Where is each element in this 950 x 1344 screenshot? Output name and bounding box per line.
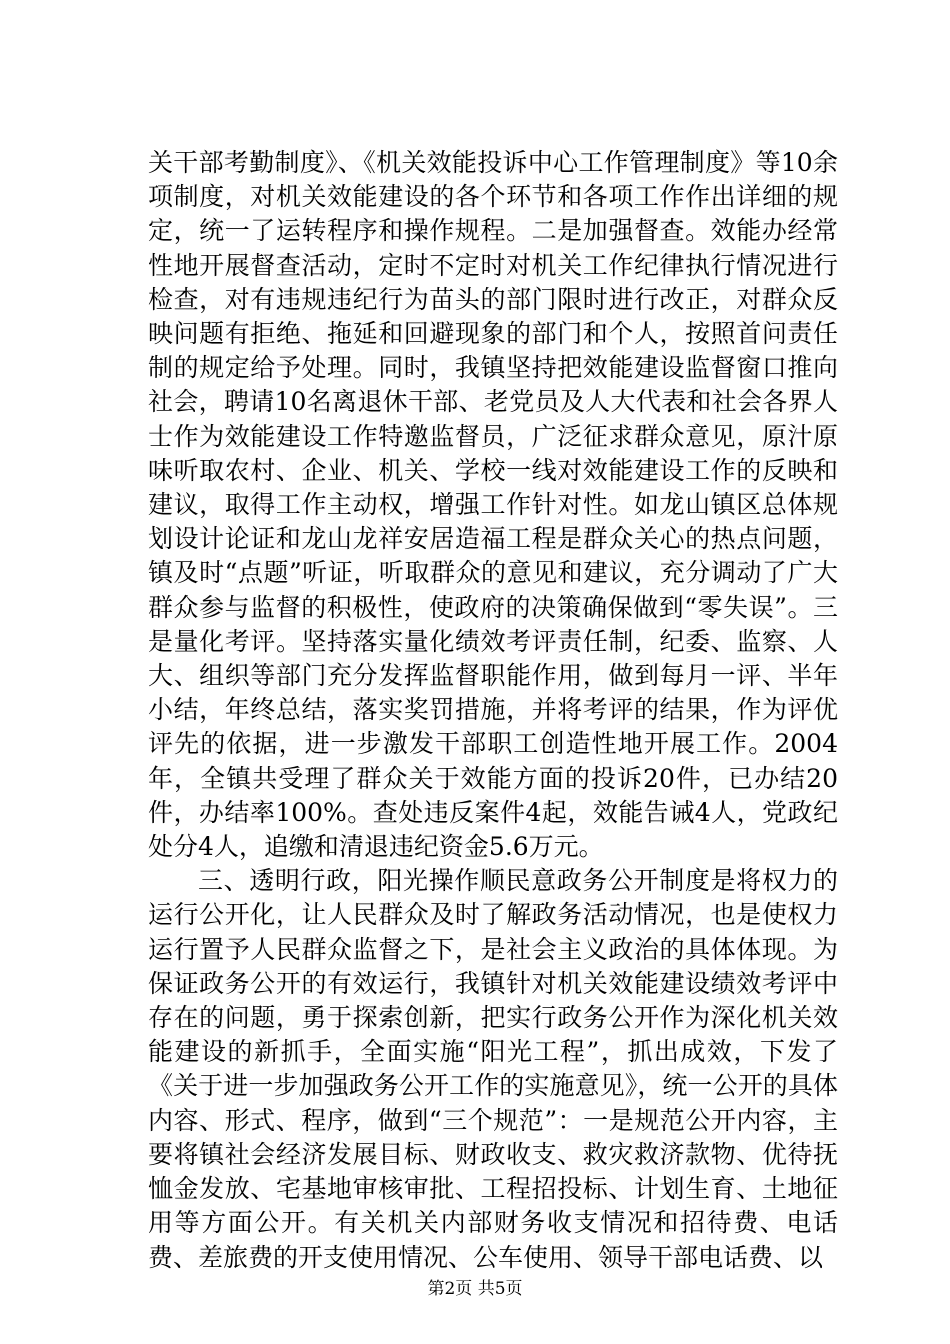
paragraph-2: 三、透明行政，阳光操作顺民意政务公开制度是将权力的运行公开化，让人民群众及时了解政务活动情况，也是使权力运行置予人民群众监督之下，是社会主义政治的具体体现。为保证政务公开的有效运行，我镇针对机关效能建设绩效考评中存在的问题，勇于探索创新，把实行政务公开作为深化机关效能建设的新抓手，全面实施“阳光工程”，抓出成效，下发了《关于进一步加强政务公开工作的实施意见》，统一公开的具体内容、形式、程序，做到“三个规范”：一是规范公开内容，主要将镇社会经济发展目标、财政收支、救灾救济款物、优待抚恤金发放、宅基地审核审批、工程招投标、计划生育、土地征用等方面公开。有关机关内部财务收支情况和招待费、电话费、差旅费的开支使用情况、公车使用、领导干部电话费、以 bbox=[148, 866, 838, 1272]
document-body bbox=[148, 146, 838, 1275]
page-footer: 第2页 共5页 bbox=[427, 1279, 523, 1299]
paragraph-1: 关干部考勤制度》、《机关效能投诉中心工作管理制度》等10余项制度，对机关效能建设的各个环节和各项工作作出详细的规定，统一了运转程序和操作规程。二是加强督查。效能办经常性地开展督查活动，定时不定时对机关工作纪律执行情况进行检查，对有违规违纪行为苗头的部门限时进行改正，对群众反映问题有拒绝、拖延和回避现象的部门和个人，按照首问责任制的规定给予处理。同时，我镇坚持把效能建设监督窗口推向社会，聘请10名离退休干部、老党员及人大代表和社会各界人士作为效能建设工作特邀监督员，广泛征求群众意见，原汁原味听取农村、企业、机关、学校一线对效能建设工作的反映和建议，取得工作主动权，增强工作针对性。如龙山镇区总体规划设计论证和龙山龙祥安居造福工程是群众关心的热点问题，镇及时“点题”听证，听取群众的意见和建议，充分调动了广大群众参与监督的积极性，使政府的决策确保做到“零失误”。三是量化考评。坚持落实量化绩效考评责任制，纪委、监察、人大、组织等部门充分发挥监督职能作用，做到每月一评、半年小结，年终总结，落实奖罚措施，并将考评的结果，作为评优评先的依据，进一步激发干部职工创造性地开展工作。2004年，全镇共受理了群众关于效能方面的投诉20件，已办结20件，办结率100%。查处违反案件4起，效能告诫4人，党政纪处分4人，追缴和清退违纪资金5.6万元。 bbox=[148, 148, 838, 862]
